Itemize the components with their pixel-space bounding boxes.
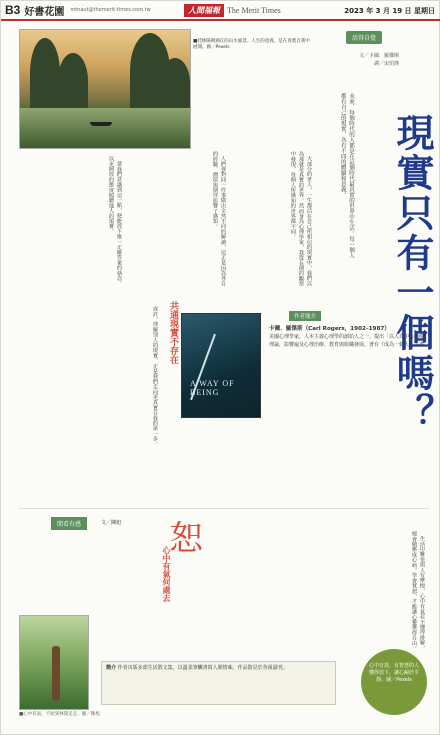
article-column-1 xyxy=(233,151,313,291)
author-name: 卡爾．羅傑斯（Carl Rogers，1902–1987） xyxy=(269,326,390,332)
masthead xyxy=(184,3,281,18)
lower-subhead: 心中有氣何處去 xyxy=(162,546,171,602)
note-text: 作者出版多部生活散文集，以溫柔筆觸書寫人間情味，作品散見於各報副刊。 xyxy=(117,665,288,671)
boat-shape xyxy=(90,122,112,126)
book-cover xyxy=(181,313,261,418)
masthead-logo: 人間福報 xyxy=(184,4,224,17)
lower-text: 生活中難免與人有摩擦，心中有氣若不懂得排解，便會積壓成心病。學會寬恕，才能讓心靈獲得自由。 xyxy=(410,531,425,651)
book-cover-title: A WAY OF BEING xyxy=(190,379,235,397)
section-name: 好書花園 xyxy=(24,6,65,18)
article-column-2 xyxy=(127,151,227,291)
column-4-text: 或許，理解別人的現實，正是我們走向更真實自我的第一步。 xyxy=(152,306,158,447)
page-number: B3 xyxy=(5,3,21,17)
author-note-box xyxy=(101,661,336,705)
section-url: mtnaut@themerit-times.com.tw xyxy=(70,7,151,13)
article-column-3 xyxy=(19,156,123,291)
page-header xyxy=(1,1,440,21)
author-bio-tag: 作者簡介 xyxy=(289,311,321,321)
author-bio xyxy=(269,325,429,349)
article-intro: 未來，每個時代的人都是在這個時代最真實的世界中生活。每一個人都有自己的現實，各有不同的體驗和意義。 xyxy=(339,93,354,258)
section-divider xyxy=(19,508,429,509)
circle-caption: 心中有怨，有智慧的人懂得放下，讓心歸於平靜。圖／Pexels xyxy=(361,649,427,715)
masthead-english: The Merit Times xyxy=(227,6,281,15)
author-bio-text: 美國心理學家，人本主義心理學的創始人之一。提出「以人為中心治療」理論，影響遍及心理治療、教育與組織發展。著有《成為一個人》等書。 xyxy=(269,333,430,348)
tree-caption: ■心中有氣，不妨到林間走走。圖／陳旭 xyxy=(19,712,100,717)
article-tag: 活得自覺 xyxy=(346,31,382,44)
landscape-photo xyxy=(19,29,191,149)
article-title: 現實只有一個嗎？ xyxy=(390,113,435,433)
note-label: 簡介 xyxy=(106,665,117,671)
column-1-text: 大部分的世人，一生都活在自己所相信的現實中，我們以為那就是真實的世界。然而身為心理學家，我從長期的觀察中發現，每個人所感知的世界都不同。 xyxy=(289,151,312,287)
lower-author: 文／陳旭 xyxy=(101,520,122,526)
column-2-text: 人們會對同一件事做出全然不同的解讀，這正是因為各自的經驗、價值與期待影響了感知。 xyxy=(211,151,226,287)
issue-date: 2023 年 3 月 19 日 星期日 xyxy=(344,7,435,15)
article-byline: 文／卡爾．羅傑斯 譯／宋伯瑛 xyxy=(359,53,405,67)
tree-photo xyxy=(19,615,89,710)
photo-caption: ■桂林陽朔漓江的山水風景。人生的意義，是在真實自我中展開。圖／Pexels xyxy=(193,39,310,51)
lower-tag: 閒看有感 xyxy=(51,517,87,530)
article-subhead: 共通現實不存在 xyxy=(168,301,178,364)
column-3-text: 當我們意識到這一點，便能放下唯一正確答案的執念，以更開放的態度傾聽他人的現實。 xyxy=(107,156,122,286)
lower-title-char: 恕 xyxy=(169,519,203,559)
lower-column xyxy=(201,531,426,651)
article-column-4 xyxy=(19,301,159,501)
